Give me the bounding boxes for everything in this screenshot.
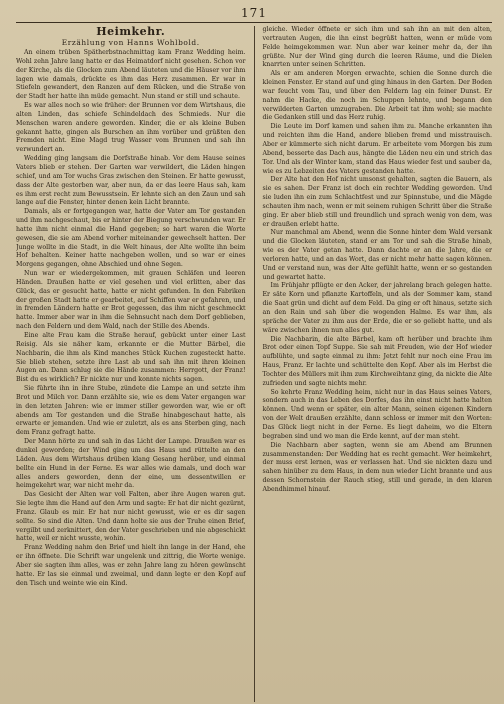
paragraph: Die Nachbarin, die alte Bärbel, kam oft herüber und brachte ihm Brot oder einen Topf Suppe. Sie sah mit Freuden, wie der Hof wieder aufblühte, und sagte einmal zu ihm: Jetzt fehlt nur noch eine Frau im Haus, Franz. Er lachte und schüttelte den Kopf. Aber als im Herbst die Tochter des Müllers mit ihm zum Kirchweihtanz ging, da nickte die Alte zufrieden und sagte nichts mehr.: [262, 335, 492, 387]
column-divider: [254, 26, 255, 702]
page-number: 171: [241, 6, 267, 20]
paragraph: Nun war er wiedergekommen, mit grauen Schläfen und leeren Händen. Draußen hatte er viel gesehen und viel erlitten, aber das Glück, das er gesucht hatte, hatte er nicht gefunden. In den Fabriken der großen Stadt hatte er gearbeitet, auf Schiffen war er gefahren, und in fremden Ländern hatte er Brot gegessen, das ihm nicht geschmeckt hatte. Immer aber war in ihm die Sehnsucht nach dem Dorf geblieben, nach den Feldern und dem Wald, nach der Stille des Abends.: [16, 270, 246, 331]
paragraph: Eine alte Frau kam die Straße herauf, gebückt unter einer Last Reisig. Als sie näher kam, erkannte er die Mutter Bärbel, die Nachbarin, die ihm als Kind manches Stück Kuchen zugesteckt hatte. Sie blieb stehen, setzte ihre Last ab und sah ihn mit ihren kleinen Augen an. Dann schlug sie die Hände zusammen: Herrgott, der Franz! Bist du es wirklich? Er nickte nur und konnte nichts sagen.: [16, 332, 246, 384]
paragraph: Nur manchmal am Abend, wenn die Sonne hinter dem Wald versank und die Glocken läuteten, stand er am Tor und sah die Straße hinab, wie es der Vater getan hatte. Dann dachte er an die Jahre, die er verloren hatte, und an das Wort, das er nicht mehr hatte sagen können. Und er verstand nun, was der Alte gefühlt hatte, wenn er so gestanden und gewartet hatte.: [262, 229, 492, 281]
paragraph: Sie führte ihn in ihre Stube, zündete die Lampe an und setzte ihm Brot und Milch vor. Dann erzählte sie, wie es dem Vater ergangen war in den letzten Jahren: wie er immer stiller geworden war, wie er oft abends am Tor gestanden und die Straße hinabgeschaut hatte, als erwarte er jemanden. Und wie er zuletzt, als es ans Sterben ging, nach dem Franz gefragt hatte.: [16, 385, 246, 437]
article-columns: [16, 26, 492, 702]
header-rule: [16, 22, 492, 23]
article-title: Heimkehr.: [96, 26, 166, 38]
paragraph: So kehrte Franz Wedding heim, nicht nur in das Haus seines Vaters, sondern auch in das Leben des Dorfes, das ihn einst nicht hatte halten können. Und wenn er später, ein alter Mann, seinen eigenen Kindern von der Welt draußen erzählte, dann schloss er immer mit den Worten: Das Glück liegt nicht in der Ferne. Es liegt daheim, wo die Eltern begraben sind und wo man die Erde kennt, auf der man steht.: [262, 388, 492, 440]
paragraph: Wedding ging langsam die Dorfstraße hinab. Vor dem Hause seines Vaters blieb er stehen. Der Garten war verwildert, die Läden hingen schief, und am Tor wuchs Gras zwischen den Steinen. Er hatte gewusst, dass der Alte gestorben war, aber nun, da er das leere Haus sah, kam es ihm erst recht zum Bewusstsein. Er lehnte sich an den Zaun und sah lange auf die Fenster, hinter denen kein Licht brannte.: [16, 155, 246, 207]
paragraph: Franz Wedding nahm den Brief und hielt ihn lange in der Hand, ehe er ihn öffnete. Die Schrift war ungelenk und zittrig, die Worte wenige. Aber sie sagten ihm alles, was er zehn Jahre lang zu hören gewünscht hatte. Er las sie einmal und zweimal, und dann legte er den Kopf auf den Tisch und weinte wie ein Kind.: [16, 544, 246, 587]
paragraph: Im Frühjahr pflügte er den Acker, der jahrelang brach gelegen hatte. Er säte Korn und pflanzte Kartoffeln, und als der Sommer kam, stand die Saat grün und dicht auf dem Feld. Da ging er oft hinaus, setzte sich an den Rain und sah über die wogenden Halme. Es war ihm, als spräche der Vater zu ihm aus der Erde, die er so geliebt hatte, und als wäre zwischen ihnen nun alles gut.: [262, 282, 492, 334]
paragraph: Das Gesicht der Alten war voll Falten, aber ihre Augen waren gut. Sie legte ihm die Hand auf den Arm und sagte: Er hat dir nicht gezürnt, Franz. Glaub es mir. Er hat nur nicht gewusst, wie er es dir sagen sollte. So sind die Alten. Und dann holte sie aus der Truhe einen Brief, vergilbt und zerknittert, den der Vater geschrieben und nie abgeschickt hatte, weil er nicht wusste, wohin.: [16, 491, 246, 543]
paragraph: Es war alles noch so wie früher: der Brunnen vor dem Wirtshaus, die alten Linden, das schiefe Schindeldach des Schmieds. Nur die Menschen waren andere geworden. Kinder, die er als kleine Buben gekannt hatte, gingen als Burschen an ihm vorüber und grüßten den Fremden nicht. Eine Magd trug Wasser vom Brunnen und sah ihn verwundert an.: [16, 102, 246, 154]
paragraph: Damals, als er fortgegangen war, hatte der Vater am Tor gestanden und ihm nachgeschaut, bis er hinter der Biegung verschwunden war. Er hatte ihm nicht einmal die Hand gegeben; so hart waren die Worte gewesen, die sie am Abend vorher miteinander gewechselt hatten. Der Junge wollte in die Stadt, in die Welt hinaus, der Alte wollte ihn beim Hof behalten. Keiner hatte nachgeben wollen, und so war er eines Morgens gegangen, ohne Abschied und ohne Segen.: [16, 208, 246, 269]
paragraph: Der Alte hat den Hof nicht umsonst gehalten, sagten die Bauern, als sie es sahen. Der Franz ist doch ein rechter Wedding geworden. Und sie luden ihn ein zum Schlachtfest und zur Spinnstube, und die Mägde schauten ihm nach, wenn er mit seinem ruhigen Schritt über die Straße ging. Er aber blieb still und freundlich und sprach wenig von dem, was er draußen erlebt hatte.: [262, 176, 492, 228]
paragraph: Als er am anderen Morgen erwachte, schien die Sonne durch die kleinen Fenster. Er stand auf und ging hinaus in den Garten. Der Boden war feucht vom Tau, und über den Feldern lag ein feiner Dunst. Er nahm die Hacke, die noch im Schuppen lehnte, und begann den verwilderten Garten umzugraben. Die Arbeit tat ihm wohl; sie machte die Gedanken still und das Herz ruhig.: [262, 70, 492, 122]
article-byline: Erzählung von Hanns Wohlbold.: [61, 38, 200, 47]
paragraph: gleiche. Wieder öffnete er sich ihm und sah ihn an mit den alten, vertrauten Augen, die ihn einst begrüßt hatten, wenn er müde vom Felde heimgekommen war. Nun aber war keiner mehr da, der ihn grüßte. Nur der Wind ging durch die leeren Räume, und die Dielen knarrten unter seinen Schritten.: [262, 26, 492, 69]
paragraph: Die Leute im Dorf kamen und sahen ihm zu. Manche erkannten ihn und reichten ihm die Hand, andere blieben fremd und misstrauisch. Aber er kümmerte sich nicht darum. Er arbeitete vom Morgen bis zum Abend, besserte das Dach aus, hängte die Läden neu ein und strich das Tor. Und als der Winter kam, stand das Haus wieder fest und sauber da, wie es zu Lebzeiten des Vaters gestanden hatte.: [262, 123, 492, 175]
right-column: [257, 26, 493, 702]
paragraph: Die Nachbarn aber sagten, wenn sie am Abend am Brunnen zusammenstanden: Der Wedding hat es recht gemacht. Wer heimkehrt, der muss erst lernen, was er verlassen hat. Und sie nickten dazu und sahen hinüber zu dem Haus, in dem nun wieder Licht brannte und aus dessen Schornstein der Rauch stieg, still und gerade, in den klaren Abendhimmel hinauf.: [262, 441, 492, 493]
left-column: [16, 26, 252, 702]
paragraph: An einem trüben Spätherbstnachmittag kam Franz Wedding heim. Wohl zehn Jahre lang hatte er das Heimatdorf nicht gesehen. Schon vor der Kirche, als die Glocken zum Abend läuteten und die Häuser vor ihm lagen wie damals, drückte es ihm das Herz zusammen. Er war in Stiefeln gewandert, den Ranzen auf dem Rücken, und die Straße von der Stadt her hatte ihn müde gemacht. Nun stand er still und schaute.: [16, 49, 246, 101]
paragraph: Der Mann hörte zu und sah in das Licht der Lampe. Draußen war es dunkel geworden; der Wind ging um das Haus und rüttelte an den Läden. Aus dem Wirtshaus drüben klang Gesang herüber, und einmal bellte ein Hund in der Ferne. Es war alles wie damals, und doch war alles anders geworden, denn der eine, um dessentwillen er heimgekehrt war, war nicht mehr da.: [16, 438, 246, 490]
